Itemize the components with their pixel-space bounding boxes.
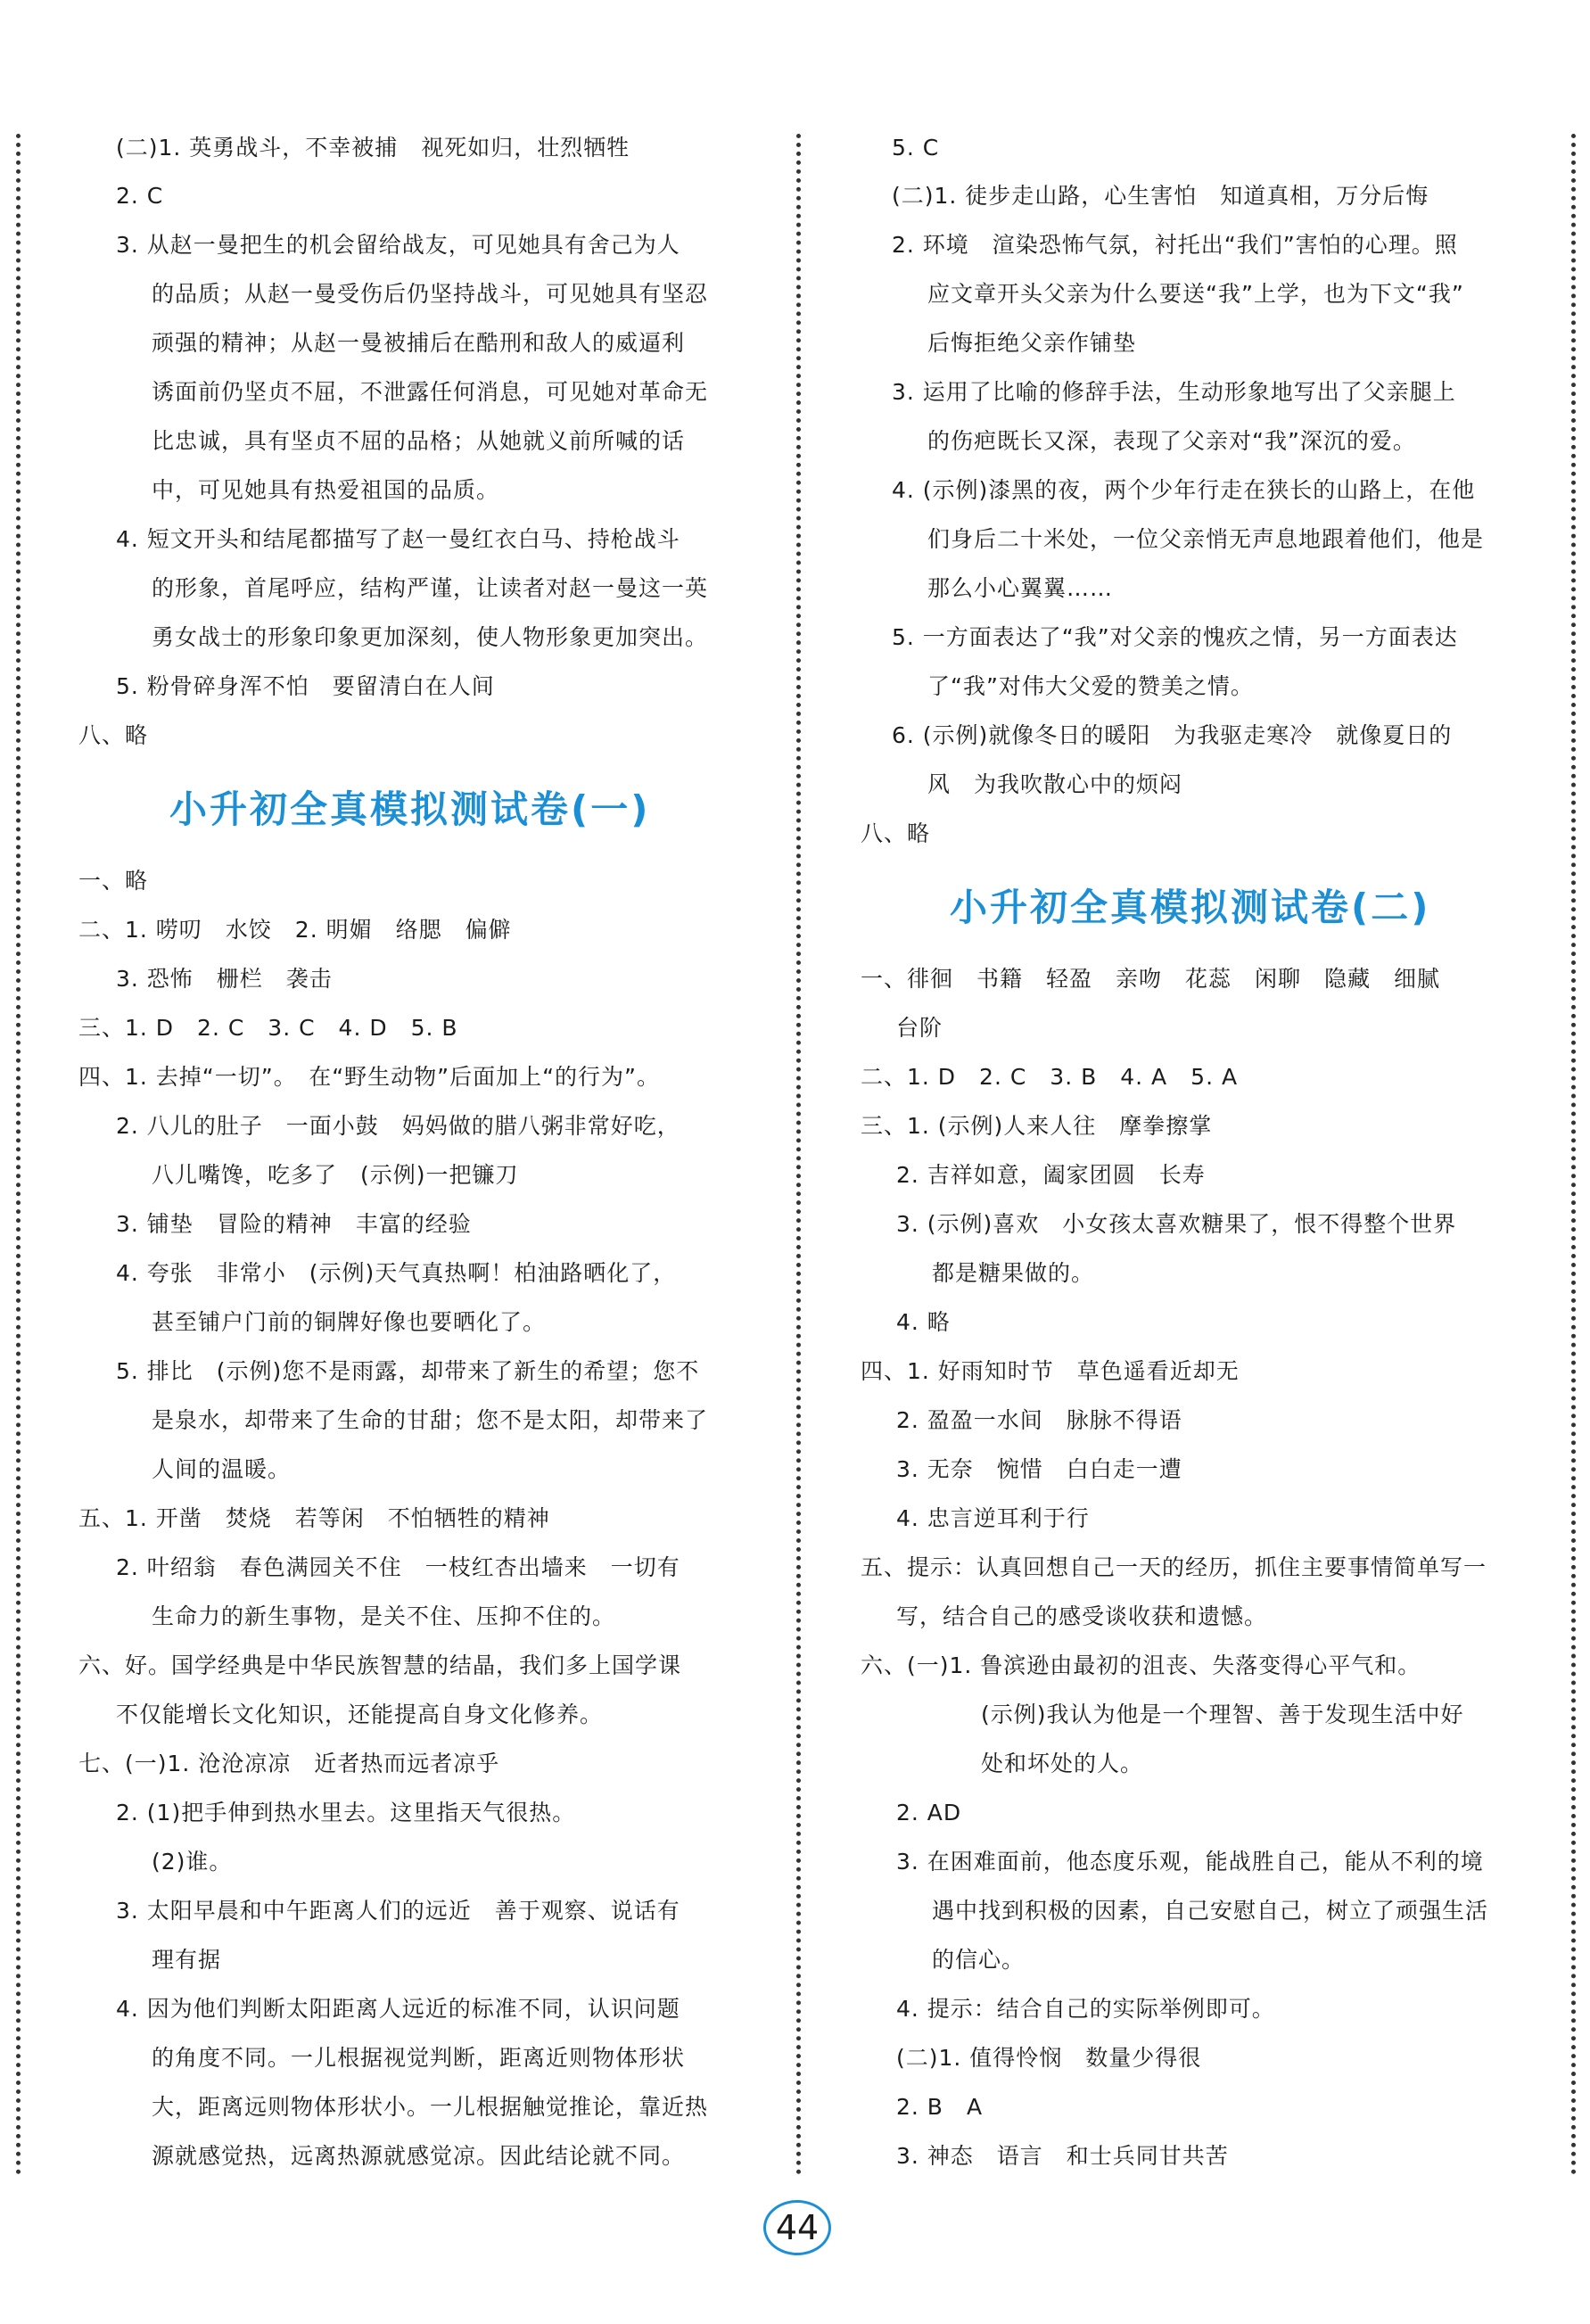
left-answer-line: 3. 从赵一曼把生的机会留给战友，可见她具有舍己为人	[116, 232, 680, 258]
right-answer-line: 的伤疤既长又深，表现了父亲对“我”深沉的爱。	[927, 428, 1416, 454]
right-section-line: 3. 无奈 惋惜 白白走一遭	[896, 1456, 1182, 1482]
left-section-line: 二、1. 唠叨 水饺 2. 明媚 络腮 偏僻	[78, 917, 512, 943]
left-section-line: 八儿嘴馋，吃多了 (示例)一把镰刀	[152, 1162, 519, 1188]
right-section-line: 一、徘徊 书籍 轻盈 亲吻 花蕊 闲聊 隐藏 细腻	[861, 966, 1441, 992]
left-section-line: 四、1. 去掉“一切”。 在“野生动物”后面加上“的行为”。	[78, 1064, 661, 1090]
left-section-line: 4. 因为他们判断太阳距离人远近的标准不同，认识问题	[116, 1996, 680, 2022]
left-section-line: 2. 叶绍翁 春色满园关不住 一枝红杏出墙来 一切有	[116, 1554, 680, 1580]
right-section-line: (示例)我认为他是一个理智、善于发现生活中好	[981, 1702, 1464, 1727]
right-section-line: (二)1. 值得怜悯 数量少得很	[896, 2045, 1202, 2071]
left-section-line: 理有据	[152, 1947, 222, 1973]
right-section-line: 都是糖果做的。	[932, 1260, 1095, 1286]
right-answer-line: 5. 一方面表达了“我”对父亲的愧疚之情，另一方面表达	[892, 624, 1458, 650]
left-section-line: 人间的温暖。	[152, 1456, 292, 1482]
right-answer-line: 4. (示例)漆黑的夜，两个少年行走在狭长的山路上，在他	[892, 477, 1476, 503]
right-answer-line: 3. 运用了比喻的修辞手法，生动形象地写出了父亲腿上	[892, 379, 1456, 405]
right-section-line: 遇中找到积极的因素，自己安慰自己，树立了顽强生活	[932, 1898, 1489, 1924]
left-answer-line: 比忠诚，具有坚贞不屈的品格；从她就义前所喊的话	[152, 428, 686, 454]
right-section-line: 2. B A	[896, 2094, 984, 2120]
left-section-line: 不仅能增长文化知识，还能提高自身文化修养。	[116, 1702, 604, 1727]
right-section-line: 二、1. D 2. C 3. B 4. A 5. A	[861, 1064, 1239, 1090]
right-answer-line: 后悔拒绝父亲作铺垫	[927, 330, 1137, 356]
left-section-line: 源就感觉热，远离热源就感觉凉。因此结论就不同。	[152, 2143, 686, 2169]
left-answer-line: 的形象，首尾呼应，结构严谨，让读者对赵一曼这一英	[152, 575, 709, 601]
left-section-line: 大，距离远则物体形状小。一儿根据触觉推论，靠近热	[152, 2094, 709, 2120]
left-section-line: 的角度不同。一儿根据视觉判断，距离近则物体形状	[152, 2045, 686, 2071]
page-number: 44	[763, 2200, 831, 2255]
right-section-line: 的信心。	[932, 1947, 1026, 1973]
right-section-line: 2. AD	[896, 1800, 962, 1825]
right-section-line: 写，结合自己的感受谈收获和遗憾。	[896, 1603, 1268, 1629]
right-section-line: 3. (示例)喜欢 小女孩太喜欢糖果了，恨不得整个世界	[896, 1211, 1457, 1237]
left-section-line: 3. 太阳早晨和中午距离人们的远近 善于观察、说话有	[116, 1898, 680, 1924]
right-answer-line: 八、略	[861, 820, 931, 846]
left-answer-line: 中，可见她具有热爱祖国的品质。	[152, 477, 500, 503]
right-answer-line: (二)1. 徒步走山路，心生害怕 知道真相，万分后悔	[892, 183, 1429, 209]
left-section-line: 是泉水，却带来了生命的甘甜；您不是太阳，却带来了	[152, 1407, 709, 1433]
right-answer-line: 们身后二十米处，一位父亲悄无声息地跟着他们，他是	[927, 526, 1485, 552]
right-section-line: 2. 盈盈一水间 脉脉不得语	[896, 1407, 1182, 1433]
right-answer-line: 2. 环境 渲染恐怖气氛，衬托出“我们”害怕的心理。照	[892, 232, 1458, 258]
right-section-line: 4. 忠言逆耳利于行	[896, 1505, 1090, 1531]
right-section-title: 小升初全真模拟测试卷(二)	[950, 886, 1431, 929]
left-section-line: (2)谁。	[152, 1849, 233, 1875]
right-section-line: 三、1. (示例)人来人往 摩拳擦掌	[861, 1113, 1213, 1139]
left-section-line: 三、1. D 2. C 3. C 4. D 5. B	[78, 1015, 458, 1041]
right-answer-line: 那么小心翼翼……	[927, 575, 1114, 601]
right-section-line: 3. 神态 语言 和士兵同甘共苦	[896, 2143, 1229, 2169]
left-section-line: 5. 排比 (示例)您不是雨露，却带来了新生的希望；您不	[116, 1358, 700, 1384]
right-section-line: 4. 提示：结合自己的实际举例即可。	[896, 1996, 1275, 2022]
left-section-line: 七、(一)1. 沧沧凉凉 近者热而远者凉乎	[78, 1751, 500, 1776]
right-column	[847, 0, 1590, 2324]
left-answer-line: 顽强的精神；从赵一曼被捕后在酷刑和敌人的威逼利	[152, 330, 686, 356]
left-answer-line: 诱面前仍坚贞不屈，不泄露任何消息，可见她对革命无	[152, 379, 709, 405]
left-section-line: 甚至铺户门前的铜牌好像也要晒化了。	[152, 1309, 547, 1335]
right-section-line: 六、(一)1. 鲁滨逊由最初的沮丧、失落变得心平气和。	[861, 1652, 1421, 1678]
right-answer-line: 了“我”对伟大父爱的赞美之情。	[927, 673, 1254, 699]
left-section-line: 3. 铺垫 冒险的精神 丰富的经验	[116, 1211, 472, 1237]
right-answer-line: 6. (示例)就像冬日的暖阳 为我驱走寒冷 就像夏日的	[892, 722, 1453, 748]
left-answer-line: 八、略	[78, 722, 149, 748]
right-section-line: 4. 略	[896, 1309, 951, 1335]
left-section-line: 五、1. 开凿 焚烧 若等闲 不怕牺牲的精神	[78, 1505, 550, 1531]
left-section-line: 4. 夸张 非常小 (示例)天气真热啊！柏油路晒化了，	[116, 1260, 677, 1286]
left-section-line: 一、略	[78, 868, 149, 894]
left-answer-line: 2. C	[116, 183, 164, 209]
right-section-line: 四、1. 好雨知时节 草色遥看近却无	[861, 1358, 1240, 1384]
left-answer-line: 勇女战士的形象印象更加深刻，使人物形象更加突出。	[152, 624, 709, 650]
right-answer-line: 应文章开头父亲为什么要送“我”上学，也为下文“我”	[927, 281, 1464, 307]
left-answer-line: 4. 短文开头和结尾都描写了赵一曼红衣白马、持枪战斗	[116, 526, 680, 552]
left-section-title: 小升初全真模拟测试卷(一)	[169, 787, 651, 831]
right-section-line: 台阶	[896, 1015, 943, 1041]
left-answer-line: (二)1. 英勇战斗，不幸被捕 视死如归，壮烈牺牲	[116, 135, 630, 161]
right-answer-line: 5. C	[892, 135, 940, 161]
left-section-line: 六、好。国学经典是中华民族智慧的结晶，我们多上国学课	[78, 1652, 682, 1678]
right-section-line: 五、提示：认真回想自己一天的经历，抓住主要事情简单写一	[861, 1554, 1487, 1580]
left-section-line: 生命力的新生事物，是关不住、压抑不住的。	[152, 1603, 616, 1629]
right-section-line: 3. 在困难面前，他态度乐观，能战胜自己，能从不利的境	[896, 1849, 1484, 1875]
left-answer-line: 的品质；从赵一曼受伤后仍坚持战斗，可见她具有坚忍	[152, 281, 709, 307]
left-answer-line: 5. 粉骨碎身浑不怕 要留清白在人间	[116, 673, 495, 699]
right-section-line: 2. 吉祥如意，阖家团圆 长寿	[896, 1162, 1206, 1188]
left-section-line: 2. 八儿的肚子 一面小鼓 妈妈做的腊八粥非常好吃，	[116, 1113, 680, 1139]
left-section-line: 2. (1)把手伸到热水里去。这里指天气很热。	[116, 1800, 576, 1825]
left-section-line: 3. 恐怖 栅栏 袭击	[116, 966, 333, 992]
right-section-line: 处和坏处的人。	[981, 1751, 1144, 1776]
right-answer-line: 风 为我吹散心中的烦闷	[927, 771, 1183, 797]
